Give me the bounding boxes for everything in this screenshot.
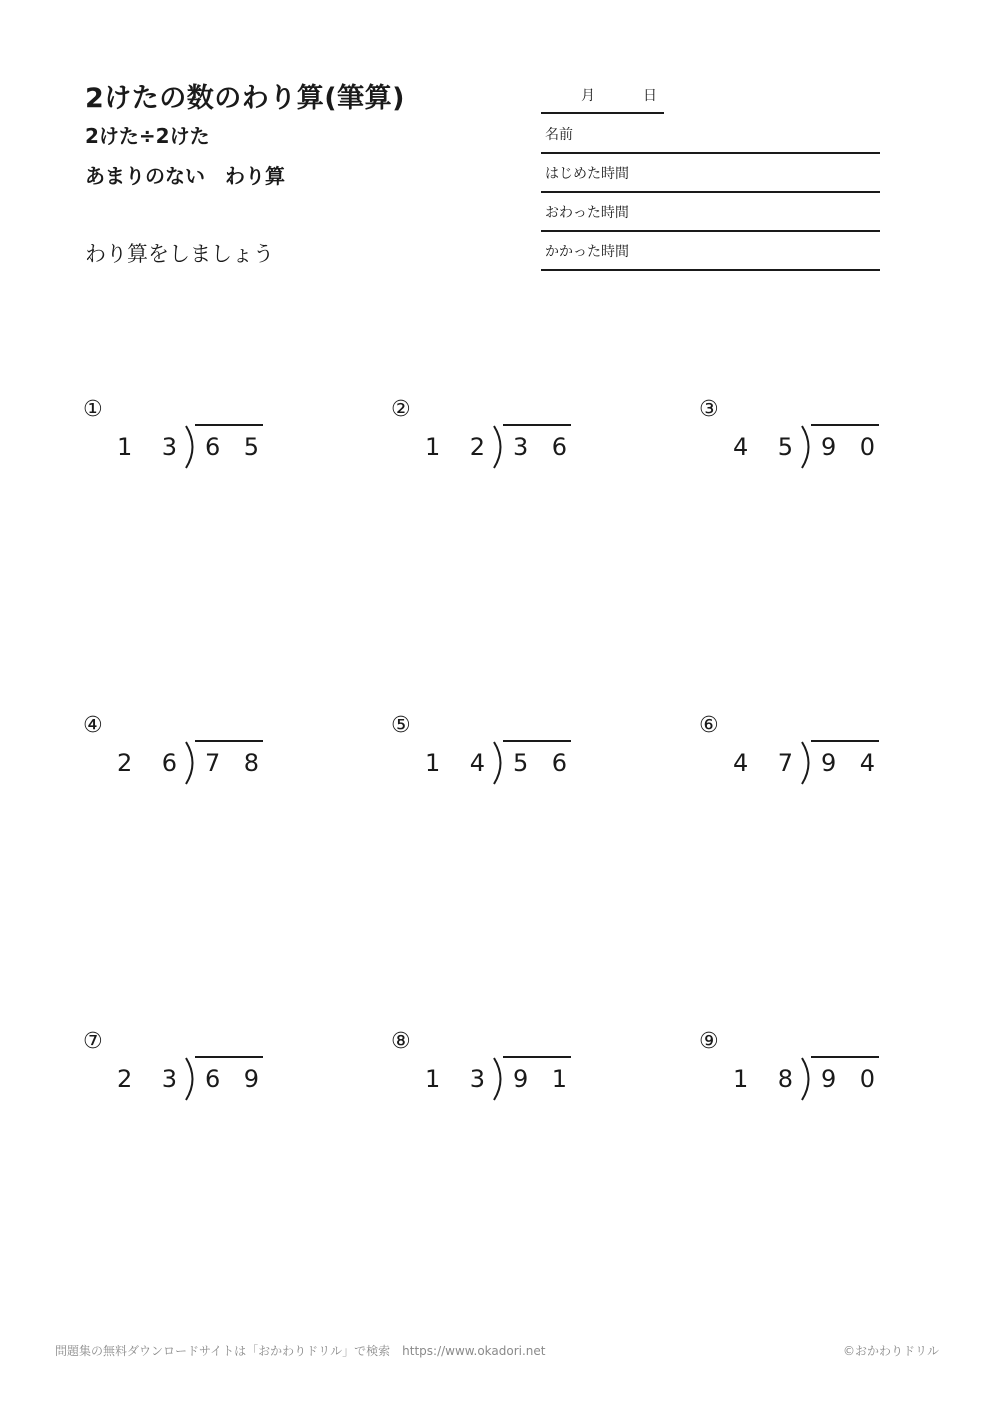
division-overline xyxy=(503,424,571,426)
dividend-digit: 9 xyxy=(821,433,837,461)
dividend-digit: 9 xyxy=(821,749,837,777)
divisor xyxy=(733,433,793,461)
problem-number: ④ xyxy=(83,713,103,738)
division-overline xyxy=(811,740,879,742)
footer-copyright: ©おかわりドリル xyxy=(842,1344,939,1358)
worksheet-title: 2けたの数のわり算(筆算) xyxy=(85,83,405,114)
worksheet-subtitle: 2けた÷2けた xyxy=(85,124,210,148)
division-problem xyxy=(699,399,899,469)
footer-note: 問題集の無料ダウンロードサイトは「おかわりドリル」で検索 https://www.okadori.net xyxy=(55,1344,546,1358)
division-problem xyxy=(391,715,591,785)
division-bracket xyxy=(799,741,815,785)
divisor-digit: 1 xyxy=(117,433,133,461)
division-bracket xyxy=(183,1057,199,1101)
dividend xyxy=(513,433,567,461)
dividend xyxy=(821,1065,875,1093)
divisor-digit: 8 xyxy=(777,1065,793,1093)
divisor-digit: 2 xyxy=(117,749,133,777)
divisor xyxy=(117,1065,177,1093)
name-label: 名前 xyxy=(545,127,573,143)
divisor xyxy=(425,1065,485,1093)
month-label: 月 xyxy=(581,88,595,104)
dividend-digit: 6 xyxy=(205,1065,221,1093)
division-problem xyxy=(699,1031,899,1101)
name-field[interactable] xyxy=(541,114,880,154)
division-overline xyxy=(811,1056,879,1058)
elapsed-time-label: かかった時間 xyxy=(545,244,629,260)
end-time-label: おわった時間 xyxy=(545,205,629,221)
division-overline xyxy=(195,1056,263,1058)
dividend xyxy=(821,749,875,777)
divisor xyxy=(733,1065,793,1093)
dividend xyxy=(205,749,259,777)
division-overline xyxy=(195,740,263,742)
dividend-digit: 5 xyxy=(513,749,529,777)
problem-number: ③ xyxy=(699,397,719,422)
division-overline xyxy=(503,740,571,742)
dividend-digit: 0 xyxy=(859,1065,875,1093)
dividend xyxy=(513,749,567,777)
elapsed-time-field[interactable] xyxy=(541,231,880,271)
divisor-digit: 7 xyxy=(777,749,793,777)
dividend-digit: 3 xyxy=(513,433,529,461)
division-overline xyxy=(195,424,263,426)
division-problem xyxy=(391,399,591,469)
divisor-digit: 4 xyxy=(469,749,485,777)
divisor-digit: 4 xyxy=(733,433,749,461)
divisor xyxy=(117,433,177,461)
dividend-digit: 9 xyxy=(821,1065,837,1093)
divisor-digit: 3 xyxy=(161,433,177,461)
dividend xyxy=(821,433,875,461)
problem-number: ⑥ xyxy=(699,713,719,738)
dividend xyxy=(205,1065,259,1093)
start-time-label: はじめた時間 xyxy=(545,166,629,182)
division-bracket xyxy=(491,1057,507,1101)
dividend-digit: 7 xyxy=(205,749,221,777)
dividend-digit: 4 xyxy=(859,749,875,777)
division-bracket xyxy=(491,741,507,785)
problem-number: ⑧ xyxy=(391,1029,411,1054)
worksheet-subtitle-2: あまりのない わり算 xyxy=(85,164,285,188)
division-bracket xyxy=(491,425,507,469)
division-bracket xyxy=(183,741,199,785)
division-overline xyxy=(811,424,879,426)
divisor-digit: 2 xyxy=(469,433,485,461)
problem-number: ⑦ xyxy=(83,1029,103,1054)
problem-number: ⑤ xyxy=(391,713,411,738)
division-problem xyxy=(83,715,283,785)
division-bracket xyxy=(183,425,199,469)
problem-number: ⑨ xyxy=(699,1029,719,1054)
division-overline xyxy=(503,1056,571,1058)
divisor-digit: 1 xyxy=(733,1065,749,1093)
dividend-digit: 0 xyxy=(859,433,875,461)
divisor-digit: 1 xyxy=(425,433,441,461)
dividend xyxy=(205,433,259,461)
division-bracket xyxy=(799,425,815,469)
divisor-digit: 3 xyxy=(161,1065,177,1093)
divisor-digit: 6 xyxy=(161,749,177,777)
divisor xyxy=(425,433,485,461)
end-time-field[interactable] xyxy=(541,192,880,232)
division-problem xyxy=(391,1031,591,1101)
dividend-digit: 1 xyxy=(551,1065,567,1093)
division-problem xyxy=(83,399,283,469)
instruction-text: わり算をしましょう xyxy=(85,242,274,266)
division-problem xyxy=(83,1031,283,1101)
problem-number: ② xyxy=(391,397,411,422)
division-bracket xyxy=(799,1057,815,1101)
divisor-digit: 1 xyxy=(425,749,441,777)
divisor xyxy=(117,749,177,777)
problem-number: ① xyxy=(83,397,103,422)
divisor-digit: 2 xyxy=(117,1065,133,1093)
dividend-digit: 9 xyxy=(243,1065,259,1093)
divisor-digit: 5 xyxy=(777,433,793,461)
dividend-digit: 6 xyxy=(551,749,567,777)
dividend xyxy=(513,1065,567,1093)
date-field[interactable] xyxy=(541,82,664,114)
divisor-digit: 4 xyxy=(733,749,749,777)
divisor xyxy=(733,749,793,777)
divisor-digit: 1 xyxy=(425,1065,441,1093)
dividend-digit: 6 xyxy=(205,433,221,461)
dividend-digit: 9 xyxy=(513,1065,529,1093)
divisor xyxy=(425,749,485,777)
dividend-digit: 5 xyxy=(243,433,259,461)
division-problem xyxy=(699,715,899,785)
dividend-digit: 8 xyxy=(243,749,259,777)
divisor-digit: 3 xyxy=(469,1065,485,1093)
dividend-digit: 6 xyxy=(551,433,567,461)
day-label: 日 xyxy=(643,88,657,104)
start-time-field[interactable] xyxy=(541,153,880,193)
